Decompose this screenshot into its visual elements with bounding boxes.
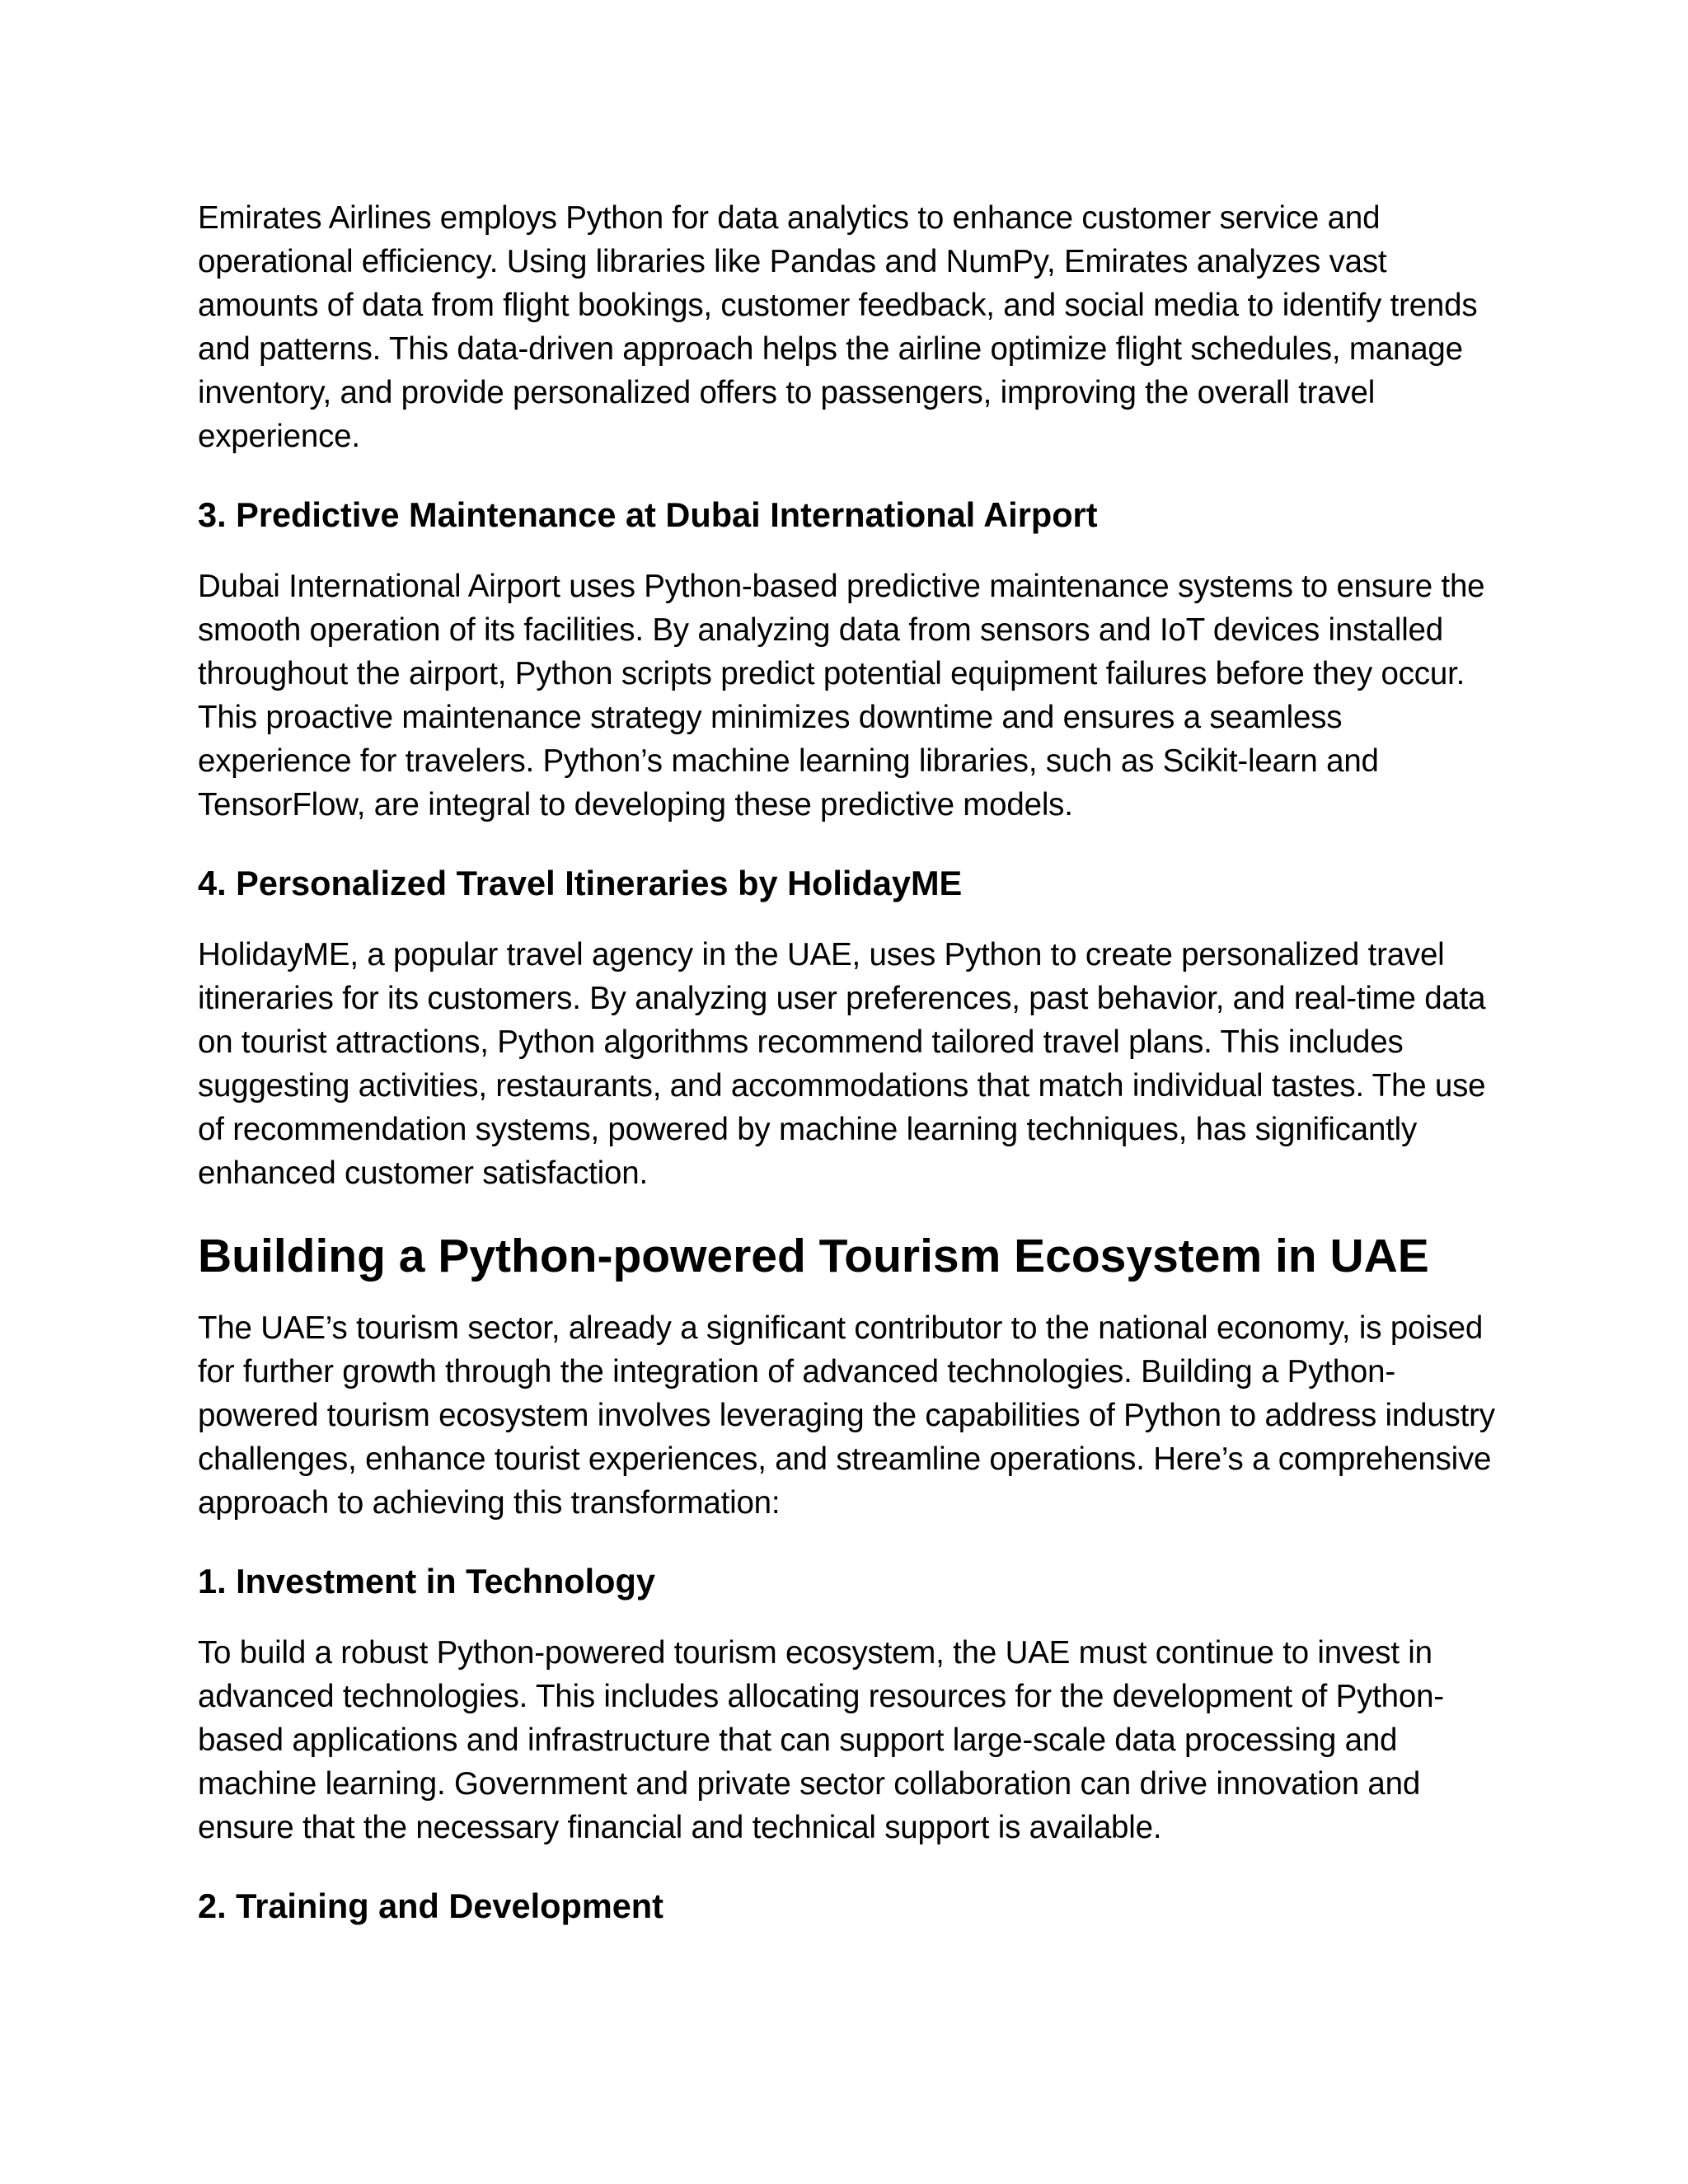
investment-paragraph: To build a robust Python-powered tourism ecosystem, the UAE must continue to invest in advanced technologies. This includes allocating resources for the development of Python-based applications and infrastructure that can support large-scale data processing and machine learning. Government and private sector collaboration can drive innovation and ensure that the necessary financial and technical support is available. <box>198 1635 1444 1845</box>
emirates-paragraph: Emirates Airlines employs Python for data analytics to enhance customer service and operational efficiency. Using libraries like Pandas and NumPy, Emirates analyzes vast amounts of data from flight bookings, customer feedback, and social media to identify trends and patterns. This data-driven approach helps the airline optimize flight schedules, manage inventory, and provide personalized offers to passengers, improving the overall travel experience. <box>198 200 1478 454</box>
tourism-ecosystem-paragraph: The UAE’s tourism sector, already a significant contributor to the national economy, is poised for further growth through the integration of advanced technologies. Building a Python-powered tourism ecosystem involves leveraging the capabilities of Python to address industry challenges, enhance tourist experiences, and streamline operations. Here’s a comprehensive approach to achieving this transformation: <box>198 1310 1495 1521</box>
predictive-maintenance-heading: 3. Predictive Maintenance at Dubai International Airport <box>198 495 1098 534</box>
holidayme-heading: 4. Personalized Travel Itineraries by HolidayME <box>198 864 963 902</box>
investment-heading: 1. Investment in Technology <box>198 1562 655 1601</box>
holidayme-paragraph: HolidayME, a popular travel agency in the UAE, uses Python to create personalized travel itineraries for its customers. By analyzing user preferences, past behavior, and real-time data on tourist attractions, Python algorithms recommend tailored travel plans. This includes suggesting activities, restaurants, and accommodations that match individual tastes. The use of recommendation systems, powered by machine learning techniques, has significantly enhanced customer satisfaction. <box>198 937 1486 1191</box>
predictive-maintenance-paragraph: Dubai International Airport uses Python-based predictive maintenance systems to ensure the smooth operation of its facilities. By analyzing data from sensors and IoT devices installed throughout the airport, Python scripts predict potential equipment failures before they occur. This proactive maintenance strategy minimizes downtime and ensures a seamless experience for travelers. Python’s machine learning libraries, such as Scikit-learn and TensorFlow, are integral to developing these predictive models. <box>198 569 1485 823</box>
document-page <box>198 196 1500 1928</box>
tourism-ecosystem-heading: Building a Python-powered Tourism Ecosystem in UAE <box>198 1230 1429 1282</box>
training-heading: 2. Training and Development <box>198 1886 663 1925</box>
